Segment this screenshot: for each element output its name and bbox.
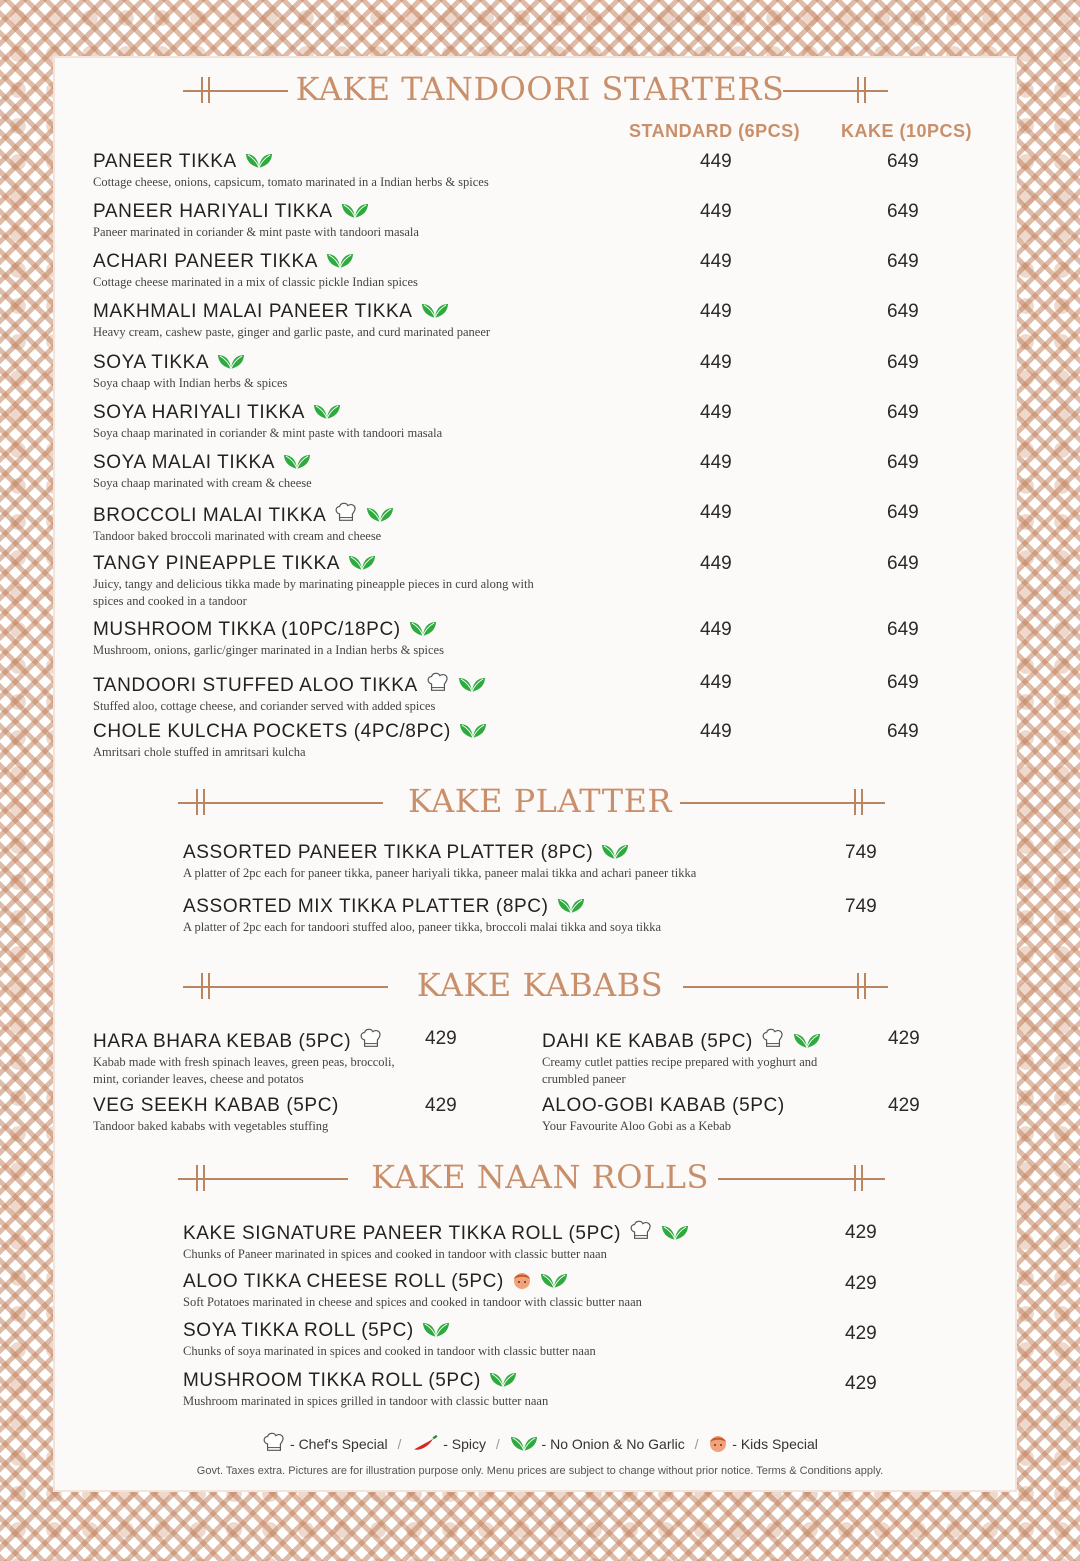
price-kake: 649 xyxy=(887,301,919,322)
menu-item xyxy=(93,151,613,191)
item-description: Soya chaap with Indian herbs & spices xyxy=(93,376,288,390)
leaf-icon xyxy=(283,452,311,471)
leaf-icon xyxy=(793,1031,821,1050)
chef-hat-icon xyxy=(761,1028,785,1050)
section-title-kababs: KAKE KABABS xyxy=(416,966,664,1004)
price-standard: 449 xyxy=(700,502,732,523)
price-standard: 449 xyxy=(700,251,732,272)
item-price: 429 xyxy=(845,1373,877,1394)
item-price: 429 xyxy=(888,1028,920,1049)
footnote: Govt. Taxes extra. Pictures are for illustration purpose only. Menu prices are subject to change without prior notice. Terms & Conditions apply. xyxy=(196,1465,884,1477)
menu-item xyxy=(93,1095,413,1135)
chef-hat-icon xyxy=(334,502,358,524)
item-description: Tandoor baked kababs with vegetables stuffing xyxy=(93,1119,329,1133)
item-description: Soya chaap marinated in coriander & mint paste with tandoori masala xyxy=(93,426,443,440)
menu-item xyxy=(93,672,613,715)
price-standard: 449 xyxy=(700,402,732,423)
legend-separator: / xyxy=(694,1436,699,1452)
menu-item xyxy=(93,502,613,545)
menu-item xyxy=(542,1095,862,1135)
menu-item xyxy=(93,619,613,659)
item-description: A platter of 2pc each for paneer tikka, paneer hariyali tikka, paneer malai tikka and achari paneer tikka xyxy=(183,866,697,880)
item-description: Tandoor baked broccoli marinated with cream and cheese xyxy=(93,529,382,543)
price-kake: 649 xyxy=(887,151,919,172)
item-price: 429 xyxy=(845,1323,877,1344)
leaf-icon xyxy=(458,675,486,694)
item-price: 429 xyxy=(888,1095,920,1116)
item-name: SOYA TIKKA xyxy=(93,352,210,373)
price-standard: 449 xyxy=(700,301,732,322)
menu-item xyxy=(183,1220,823,1263)
price-standard: 449 xyxy=(700,452,732,473)
column-header-standard: STANDARD (6PCS) xyxy=(629,121,801,141)
menu-item xyxy=(93,452,613,492)
menu-item xyxy=(93,553,553,610)
item-name: KAKE SIGNATURE PANEER TIKKA ROLL (5PC) xyxy=(183,1223,622,1244)
item-name: DAHI KE KABAB (5PC) xyxy=(542,1031,753,1052)
item-name: TANGY PINEAPPLE TIKKA xyxy=(93,553,341,574)
item-price: 429 xyxy=(425,1095,457,1116)
item-description: Creamy cutlet patties recipe prepared with yoghurt and crumbled paneer xyxy=(542,1055,818,1086)
price-standard: 449 xyxy=(700,201,732,222)
item-description: Amritsari chole stuffed in amritsari kulcha xyxy=(93,745,306,759)
item-description: Juicy, tangy and delicious tikka made by marinating pineapple pieces in curd along with spices and cooked in a tandoor xyxy=(93,577,534,608)
kid-face-icon xyxy=(708,1433,728,1453)
item-price: 429 xyxy=(845,1273,877,1294)
chef-hat-icon xyxy=(629,1220,653,1242)
legend-chef: - Chef's Special xyxy=(262,1432,388,1454)
leaf-icon xyxy=(348,553,376,572)
item-price: 749 xyxy=(845,842,877,863)
item-description: Chunks of Paneer marinated in spices and cooked in tandoor with classic butter naan xyxy=(183,1247,607,1261)
chef-hat-icon xyxy=(262,1432,286,1454)
item-description: Stuffed aloo, cottage cheese, and coriander served with added spices xyxy=(93,699,436,713)
menu-item xyxy=(93,301,613,341)
item-name: PANEER TIKKA xyxy=(93,151,237,172)
legend-separator: / xyxy=(397,1436,402,1452)
menu-item xyxy=(93,201,613,241)
leaf-icon xyxy=(422,1320,450,1339)
price-kake: 649 xyxy=(887,553,919,574)
item-description: Paneer marinated in coriander & mint paste with tandoori masala xyxy=(93,225,419,239)
section-title-rolls: KAKE NAAN ROLLS xyxy=(371,1158,709,1196)
chef-hat-icon xyxy=(359,1028,383,1050)
item-description: Cottage cheese, onions, capsicum, tomato marinated in a Indian herbs & spices xyxy=(93,175,489,189)
item-name: MAKHMALI MALAI PANEER TIKKA xyxy=(93,301,413,322)
price-standard: 449 xyxy=(700,619,732,640)
menu-item xyxy=(183,1320,823,1360)
leaf-icon xyxy=(459,721,487,740)
price-standard: 449 xyxy=(700,553,732,574)
item-name: SOYA TIKKA ROLL (5PC) xyxy=(183,1320,414,1341)
item-description: Cottage cheese marinated in a mix of classic pickle Indian spices xyxy=(93,275,418,289)
price-kake: 649 xyxy=(887,672,919,693)
item-description: Mushroom, onions, garlic/ginger marinated in a Indian herbs & spices xyxy=(93,643,444,657)
item-name: ALOO-GOBI KABAB (5PC) xyxy=(542,1095,785,1116)
menu-item xyxy=(183,1270,823,1311)
leaf-icon xyxy=(489,1370,517,1389)
item-description: Kabab made with fresh spinach leaves, green peas, broccoli, mint, coriander leaves, cheese and potatos xyxy=(93,1055,395,1086)
section-title-starters: KAKE TANDOORI STARTERS xyxy=(295,70,785,108)
item-name: BROCCOLI MALAI TIKKA xyxy=(93,505,327,526)
legend-kids: - Kids Special xyxy=(708,1433,817,1453)
price-kake: 649 xyxy=(887,201,919,222)
leaf-icon xyxy=(409,619,437,638)
price-kake: 649 xyxy=(887,352,919,373)
leaf-icon xyxy=(661,1223,689,1242)
leaf-icon xyxy=(421,301,449,320)
column-header-kake: KAKE (10PCS) xyxy=(841,121,973,141)
leaf-icon xyxy=(510,1434,538,1453)
item-price: 429 xyxy=(845,1222,877,1243)
menu-item xyxy=(183,896,823,936)
leaf-icon xyxy=(245,151,273,170)
item-name: MUSHROOM TIKKA (10PC/18PC) xyxy=(93,619,401,640)
leaf-icon xyxy=(540,1271,568,1290)
item-name: VEG SEEKH KABAB (5PC) xyxy=(93,1095,339,1116)
item-description: Soya chaap marinated with cream & cheese xyxy=(93,476,312,490)
item-description: Chunks of soya marinated in spices and cooked in tandoor with classic butter naan xyxy=(183,1344,596,1358)
menu-item xyxy=(93,402,613,442)
menu-item xyxy=(93,352,613,392)
item-price: 749 xyxy=(845,896,877,917)
legend-spicy: - Spicy xyxy=(411,1433,486,1453)
price-standard: 449 xyxy=(700,151,732,172)
item-name: HARA BHARA KEBAB (5PC) xyxy=(93,1031,352,1052)
item-description: A platter of 2pc each for tandoori stuffed aloo, paneer tikka, broccoli malai tikka and soya tikka xyxy=(183,920,662,934)
item-name: PANEER HARIYALI TIKKA xyxy=(93,201,333,222)
leaf-icon xyxy=(217,352,245,371)
leaf-icon xyxy=(601,842,629,861)
leaf-icon xyxy=(326,251,354,270)
menu-item xyxy=(93,721,613,761)
menu-item xyxy=(542,1028,857,1088)
item-price: 429 xyxy=(425,1028,457,1049)
item-description: Mushroom marinated in spices grilled in tandoor with classic butter naan xyxy=(183,1394,549,1408)
item-name: ACHARI PANEER TIKKA xyxy=(93,251,319,272)
item-name: ALOO TIKKA CHEESE ROLL (5PC) xyxy=(183,1271,504,1292)
price-standard: 449 xyxy=(700,721,732,742)
item-name: ASSORTED PANEER TIKKA PLATTER (8PC) xyxy=(183,842,594,863)
legend-separator: / xyxy=(495,1436,500,1452)
menu-item xyxy=(93,1028,413,1088)
price-kake: 649 xyxy=(887,452,919,473)
price-kake: 649 xyxy=(887,619,919,640)
price-kake: 649 xyxy=(887,502,919,523)
menu-item xyxy=(93,251,613,291)
item-name: MUSHROOM TIKKA ROLL (5PC) xyxy=(183,1370,481,1391)
leaf-icon xyxy=(366,505,394,524)
price-standard: 449 xyxy=(700,352,732,373)
section-title-platter: KAKE PLATTER xyxy=(407,782,673,820)
kid-face-icon xyxy=(512,1270,532,1290)
price-kake: 649 xyxy=(887,251,919,272)
leaf-icon xyxy=(341,201,369,220)
chili-icon xyxy=(411,1433,439,1453)
item-description: Your Favourite Aloo Gobi as a Kebab xyxy=(542,1119,731,1133)
price-kake: 649 xyxy=(887,402,919,423)
chef-hat-icon xyxy=(426,672,450,694)
menu-item xyxy=(183,1370,823,1410)
item-description: Heavy cream, cashew paste, ginger and garlic paste, and curd marinated paneer xyxy=(93,325,491,339)
item-description: Soft Potatoes marinated in cheese and spices and cooked in tandoor with classic butter naan xyxy=(183,1295,642,1309)
menu-item xyxy=(183,842,823,882)
icon-legend xyxy=(0,1432,1080,1454)
price-kake: 649 xyxy=(887,721,919,742)
item-name: TANDOORI STUFFED ALOO TIKKA xyxy=(93,675,418,696)
leaf-icon xyxy=(557,896,585,915)
price-standard: 449 xyxy=(700,672,732,693)
item-name: SOYA HARIYALI TIKKA xyxy=(93,402,306,423)
item-name: ASSORTED MIX TIKKA PLATTER (8PC) xyxy=(183,896,549,917)
item-name: CHOLE KULCHA POCKETS (4PC/8PC) xyxy=(93,721,451,742)
legend-veg: - No Onion & No Garlic xyxy=(510,1434,685,1453)
item-name: SOYA MALAI TIKKA xyxy=(93,452,276,473)
leaf-icon xyxy=(313,402,341,421)
